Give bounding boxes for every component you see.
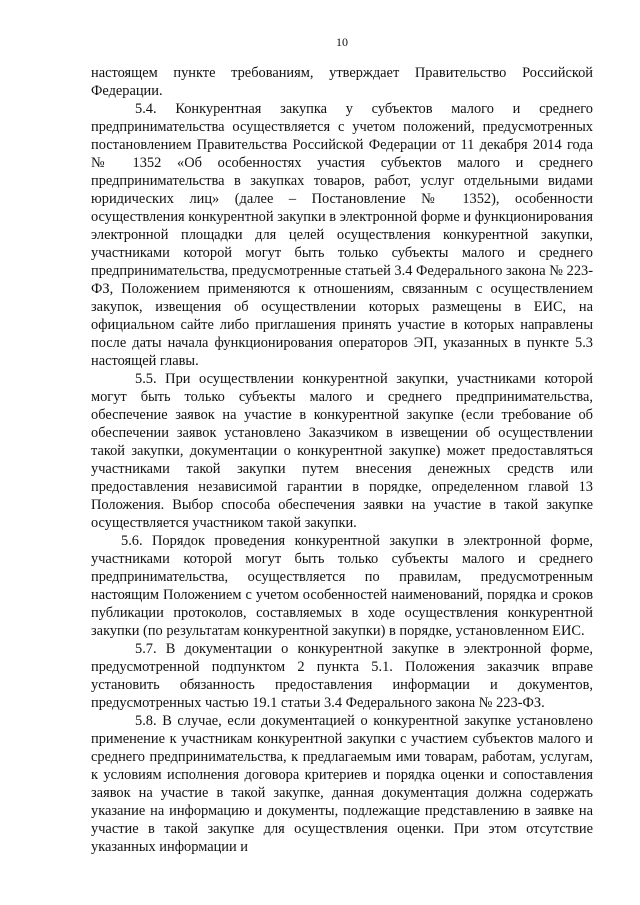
paragraph-5-7: 5.7. В документации о конкурентной закупке в электронной форме, предусмотренной подпунктом 2 пункта 5.1. Положения заказчик вправе установить обязанность предоставления информации и документов, предусмотренных частью 19.1 статьи 3.4 Федерального закона № 223-ФЗ. — [91, 641, 593, 711]
paragraph-continuation: настоящем пункте требованиям, утверждает Правительство Российской Федерации. — [91, 65, 593, 99]
page-number: 10 — [336, 35, 348, 49]
paragraph-5-4: 5.4. Конкурентная закупка у субъектов малого и среднего предпринимательства осуществляется с учетом положений, предусмотренных постановлением Правительства Российской Федерации от 11 декабря 2014 года № 1352 «Об особенностях участия субъектов малого и среднего предпринимательства в закупках товаров, работ, услуг отдельными видами юридических лиц» (далее – Постановление № 1352), особенности осуществления конкурентной закупки в электронной форме и функционирования электронной площадки для целей осуществления конкурентной закупки, участниками которой могут быть только субъекты малого и среднего предпринимательства, предусмотренные статьей 3.4 Федерального закона № 223-ФЗ, Положением применяются к отношениям, связанным с осуществлением закупок, извещения об осуществлении которых размещены в ЕИС, на официальном сайте либо приглашения принять участие в которых направлены после даты начала функционирования операторов ЭП, указанных в пункте 5.3 настоящей главы. — [91, 101, 593, 369]
document-body — [91, 64, 593, 856]
paragraph-5-5: 5.5. При осуществлении конкурентной закупки, участниками которой могут быть только субъекты малого и среднего предпринимательства, обеспечение заявок на участие в конкурентной закупке (если требование об обеспечении заявок установлено Заказчиком в извещении об осуществлении такой закупки, документации о конкурентной закупке) может предоставляться участниками такой закупки путем внесения денежных средств или предоставления независимой гарантии в порядке, определенном главой 13 Положения. Выбор способа обеспечения заявки на участие в такой закупке осуществляется участником такой закупки. — [91, 371, 593, 531]
paragraph-5-6: 5.6. Порядок проведения конкурентной закупки в электронной форме, участниками которой могут быть только субъекты малого и среднего предпринимательства, осуществляется по правилам, предусмотренным настоящим Положением с учетом особенностей наименований, порядка и сроков публикации протоколов, составляемых в ходе осуществления конкурентной закупки (по результатам конкурентной закупки) в порядке, установленном ЕИС. — [91, 533, 593, 639]
paragraph-5-8: 5.8. В случае, если документацией о конкурентной закупке установлено применение к участникам конкурентной закупки с участием субъектов малого и среднего предпринимательства, к предлагаемым ими товарам, работам, услугам, к условиям исполнения договора критериев и порядка оценки и сопоставления заявок на участие в такой закупке, данная документация должна содержать указание на информацию и документы, подлежащие представлению в заявке на участие в такой закупке для осуществления оценки. При этом отсутствие указанных информации и — [91, 713, 593, 855]
